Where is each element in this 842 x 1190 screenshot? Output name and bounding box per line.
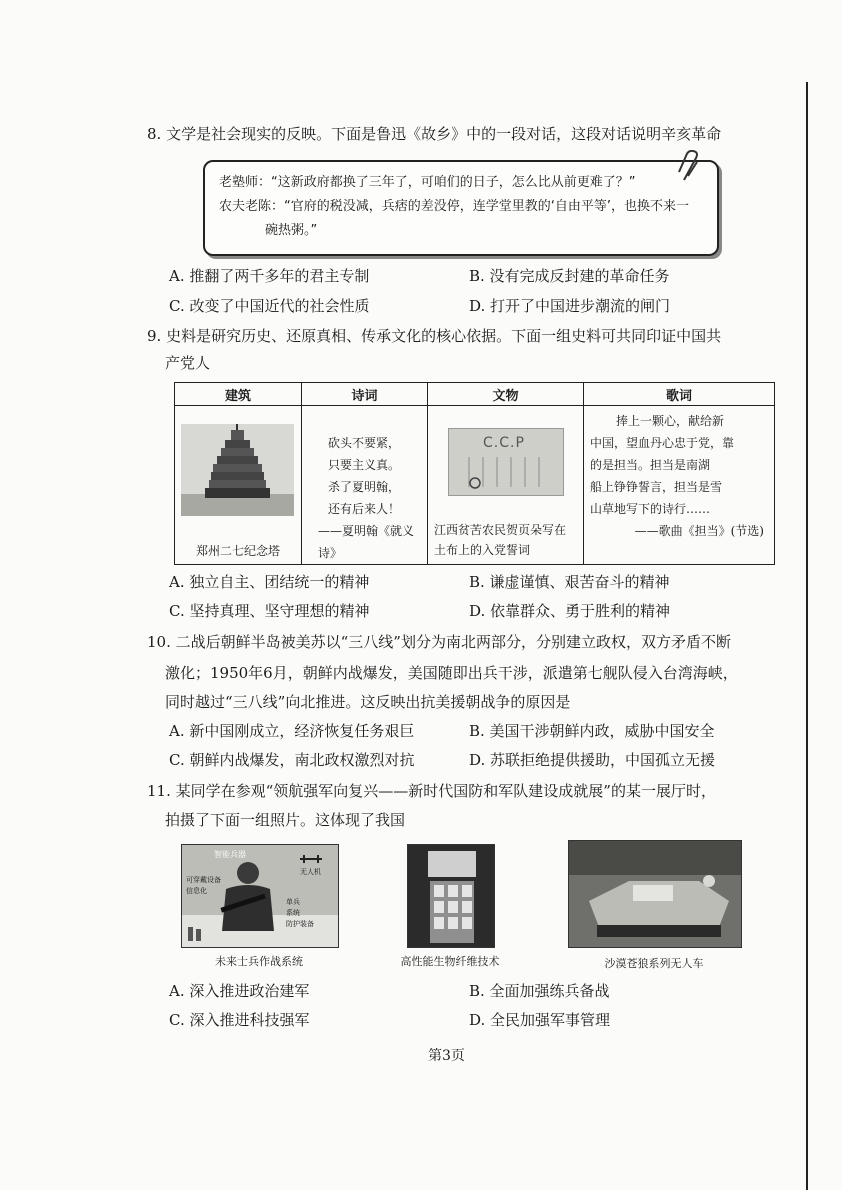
q11-option-a[interactable]: A. 深入推进政治建军 — [169, 982, 310, 1000]
table-header-lyric: 歌词 — [584, 383, 775, 406]
q10-option-a[interactable]: A. 新中国刚成立，经济恢复任务艰巨 — [169, 722, 415, 740]
table-header-poem: 诗词 — [302, 383, 428, 406]
photo1-label-protect: 防护装备 — [286, 920, 314, 928]
q8-dialogue-box — [203, 160, 719, 256]
poem-line-1: 砍头不要紧， — [328, 436, 401, 450]
q11-option-d[interactable]: D. 全民加强军事管理 — [469, 1011, 611, 1029]
table-cell-building — [175, 406, 302, 565]
lyric-attribution: ——歌曲《担当》(节选) — [634, 524, 764, 538]
table-header-building: 建筑 — [175, 383, 302, 406]
lyric-line-4: 船上铮铮誓言，担当是雪 — [590, 480, 723, 494]
q9-stem-line-2: 产党人 — [165, 354, 211, 372]
q10-stem-line-3: 同时越过“三八线”向北推进。这反映出抗美援朝战争的原因是 — [165, 693, 571, 711]
photo-bio-fiber — [407, 844, 495, 948]
photo1-label-wearable: 可穿戴设备 — [186, 876, 221, 884]
oath-cloth-text: C.C.P — [483, 435, 525, 451]
lyric-line-1: 捧上一颗心，献给新 — [616, 414, 725, 428]
table-cell-lyric — [584, 406, 775, 565]
fiber-display-image — [408, 845, 494, 947]
photo3-caption: 沙漠苍狼系列无人车 — [604, 957, 704, 970]
table-cell-relic — [428, 406, 584, 565]
oath-cloth-scribbles — [449, 429, 563, 495]
q9-option-b[interactable]: B. 谦虚谨慎、艰苦奋斗的精神 — [469, 573, 670, 591]
photo2-caption: 高性能生物纤维技术 — [400, 955, 500, 968]
photo1-labels-left — [186, 875, 221, 897]
q10-stem-line-1: 10. 二战后朝鲜半岛被美苏以“三八线”划分为南北两部分，分别建立政权，双方矛盾不断 — [147, 633, 731, 651]
page-number: 第3页 — [428, 1048, 465, 1064]
q10-option-b[interactable]: B. 美国干涉朝鲜内政，威胁中国安全 — [469, 722, 715, 740]
q8-dialogue-line-2: 农夫老陈：“官府的税没减，兵痞的差没停，连学堂里教的‘自由平等’，也换不来一 — [219, 199, 690, 214]
lyric-line-3: 的是担当。担当是南湖 — [590, 458, 711, 472]
poem-line-2: 只要主义真。 — [328, 458, 401, 472]
photo1-label-top: 智能兵器 — [214, 850, 246, 859]
q8-option-a[interactable]: A. 推翻了两千多年的君主专制 — [169, 267, 370, 285]
photo-unmanned-vehicle — [568, 840, 742, 948]
q10-stem-line-2: 激化；1950年6月，朝鲜内战爆发，美国随即出兵干涉，派遣第七舰队侵入台湾海峡， — [165, 664, 738, 682]
q10-option-c[interactable]: C. 朝鲜内战爆发，南北政权激烈对抗 — [169, 751, 415, 769]
photo1-label-system: 系统 — [286, 909, 300, 917]
q10-option-d[interactable]: D. 苏联拒绝提供援助，中国孤立无援 — [469, 751, 716, 769]
q8-option-b[interactable]: B. 没有完成反封建的革命任务 — [469, 267, 670, 285]
q11-option-c[interactable]: C. 深入推进科技强军 — [169, 1011, 310, 1029]
building-caption: 郑州二七纪念塔 — [195, 544, 280, 558]
poem-attribution: ——夏明翰《就义诗》 — [318, 524, 415, 560]
paperclip-icon — [676, 150, 702, 184]
photo1-label-single: 单兵 — [286, 898, 300, 906]
q9-option-d[interactable]: D. 依靠群众、勇于胜利的精神 — [469, 602, 671, 620]
relic-caption-line-1: 江西贫苦农民贺页朵写在 — [434, 523, 567, 537]
q8-dialogue-line-3: 碗热粥。” — [265, 223, 318, 238]
q9-option-c[interactable]: C. 坚持真理、坚守理想的精神 — [169, 602, 370, 620]
photo-future-soldier — [181, 844, 339, 948]
relic-caption-line-2: 土布上的入党誓词 — [434, 543, 531, 557]
photo1-labels-right — [286, 897, 314, 930]
photo1-label-info: 信息化 — [186, 887, 207, 895]
table-header-relic: 文物 — [428, 383, 584, 406]
page-edge-line — [806, 82, 808, 1190]
q11-option-b[interactable]: B. 全面加强练兵备战 — [469, 982, 610, 1000]
photo1-caption: 未来士兵作战系统 — [215, 955, 303, 968]
q11-stem-line-2: 拍摄了下面一组照片。这体现了我国 — [165, 811, 406, 829]
q8-stem: 8. 文学是社会现实的反映。下面是鲁迅《故乡》中的一段对话，这段对话说明辛亥革命 — [147, 125, 722, 143]
q9-option-a[interactable]: A. 独立自主、团结统一的精神 — [169, 573, 370, 591]
q9-source-table — [174, 382, 775, 565]
oath-cloth-image — [448, 428, 564, 496]
q8-option-d[interactable]: D. 打开了中国进步潮流的闸门 — [469, 297, 671, 315]
unmanned-vehicle-image — [569, 841, 741, 947]
poem-line-3: 杀了夏明翰， — [328, 480, 401, 494]
lyric-line-2: 中国，望血丹心忠于党，靠 — [590, 436, 735, 450]
q8-option-c[interactable]: C. 改变了中国近代的社会性质 — [169, 297, 370, 315]
photo1-label-drone: 无人机 — [300, 868, 321, 876]
lyric-line-5: 山草地写下的诗行…… — [590, 502, 711, 516]
table-cell-poem — [302, 406, 428, 565]
poem-line-4: 还有后来人！ — [328, 502, 401, 516]
q8-dialogue-line-1: 老塾师：“这新政府都换了三年了，可咱们的日子，怎么比从前更难了？” — [219, 175, 636, 190]
erqi-memorial-tower-image — [181, 424, 294, 516]
q11-stem-line-1: 11. 某同学在参观“领航强军向复兴——新时代国防和军队建设成就展”的某一展厅时， — [147, 782, 716, 800]
q9-stem-line-1: 9. 史料是研究历史、还原真相、传承文化的核心依据。下面一组史料可共同印证中国共 — [147, 327, 722, 345]
